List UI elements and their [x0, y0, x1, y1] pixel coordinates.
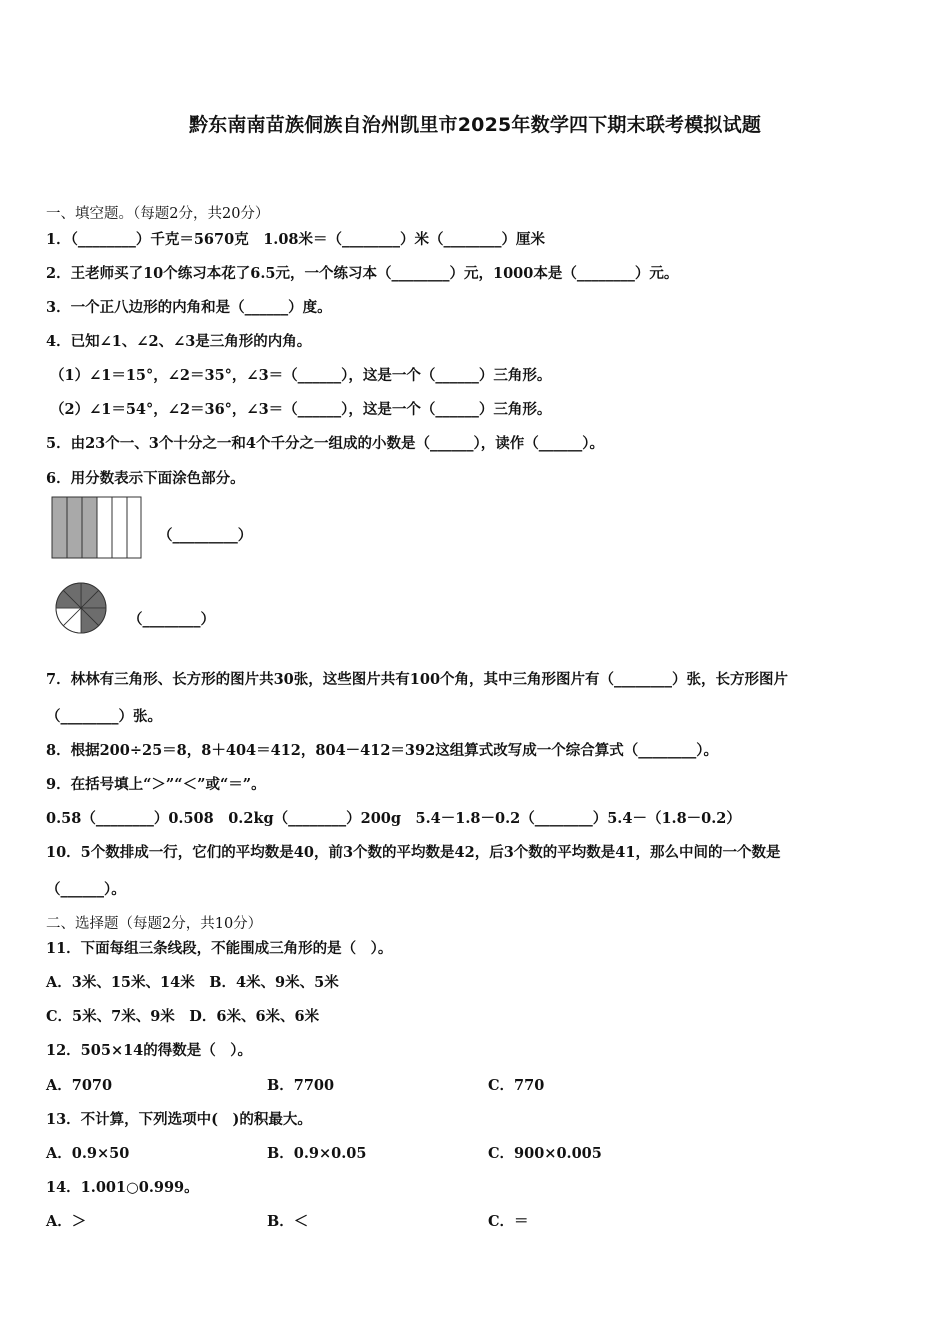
question-14-option-a: A．＞: [46, 1213, 87, 1230]
question-9-items: 0.58（________）0.508 0.2kg（________）200g 5.4－1.8－0.2（________）5.4－（1.8－0.2）: [46, 810, 741, 827]
question-5: 5．由23个一、3个十分之一和4个千分之一组成的小数是（______），读作（______）。: [46, 435, 604, 452]
rect-part-5: [112, 497, 127, 558]
question-6-blank-1: （_________）: [158, 527, 253, 544]
question-12: 12．505×14的得数是（ ）。: [46, 1042, 253, 1059]
question-14-option-c: C．＝: [488, 1213, 529, 1230]
question-11: 11．下面每组三条线段，不能围成三角形的是（ ）。: [46, 940, 393, 957]
shaded-circle-figure: [53, 580, 109, 636]
question-14: 14．1.001○0.999。: [46, 1179, 199, 1196]
question-3: 3．一个正八边形的内角和是（______）度。: [46, 299, 332, 316]
section-multiple-choice: 二、选择题（每题2分，共10分）: [46, 916, 263, 932]
question-2: 2．王老师买了10个练习本花了6.5元，一个练习本（________）元，1000本是（________）元。: [46, 265, 679, 282]
rect-part-3: [82, 497, 97, 558]
question-13: 13．不计算，下列选项中( )的积最大。: [46, 1111, 312, 1128]
question-9: 9．在括号填上“＞”“＜”或“＝”。: [46, 776, 266, 793]
section-fill-in: 一、填空题。（每题2分，共20分）: [46, 206, 270, 222]
rect-part-2: [67, 497, 82, 558]
question-13-option-b: B．0.9×0.05: [267, 1145, 367, 1162]
rect-part-4: [97, 497, 112, 558]
question-11-options-cd: C．5米、7米、9米 D．6米、6米、6米: [46, 1008, 320, 1025]
question-4-part-1: （1）∠1＝15°，∠2＝35°，∠3＝（______），这是一个（______）三角形。: [50, 367, 552, 384]
rect-part-6: [127, 497, 141, 558]
question-7-continued: （________）张。: [46, 708, 162, 725]
shaded-rectangle-figure: [51, 496, 143, 560]
question-12-option-c: C．770: [488, 1077, 545, 1094]
page-title: 黔东南南苗族侗族自治州凯里市2025年数学四下期末联考模拟试题: [188, 114, 762, 136]
question-10: 10．5个数排成一行，它们的平均数是40，前3个数的平均数是42，后3个数的平均数是41，那么中间的一个数是: [46, 844, 781, 861]
question-4: 4．已知∠1、∠2、∠3是三角形的内角。: [46, 333, 312, 350]
question-6-blank-2: （________）: [128, 611, 215, 628]
question-13-option-a: A．0.9×50: [46, 1145, 130, 1162]
rect-part-1: [52, 497, 67, 558]
question-14-option-b: B．＜: [267, 1213, 309, 1230]
question-1: 1．（________）千克＝5670克 1.08米＝（________）米（________）厘米: [46, 231, 546, 248]
question-4-part-2: （2）∠1＝54°，∠2＝36°，∠3＝（______），这是一个（______）三角形。: [50, 401, 552, 418]
question-13-option-c: C．900×0.005: [488, 1145, 602, 1162]
question-11-options-ab: A．3米、15米、14米 B．4米、9米、5米: [46, 974, 339, 991]
question-12-option-b: B．7700: [267, 1077, 335, 1094]
question-7: 7．林林有三角形、长方形的图片共30张，这些图片共有100个角，其中三角形图片有（________）张，长方形图片: [46, 671, 789, 688]
question-6: 6．用分数表示下面涂色部分。: [46, 470, 245, 487]
question-10-continued: （______）。: [46, 881, 126, 898]
question-12-option-a: A．7070: [46, 1077, 113, 1094]
question-8: 8．根据200÷25＝8，8＋404＝412，804－412＝392这组算式改写成一个综合算式（________）。: [46, 742, 718, 759]
